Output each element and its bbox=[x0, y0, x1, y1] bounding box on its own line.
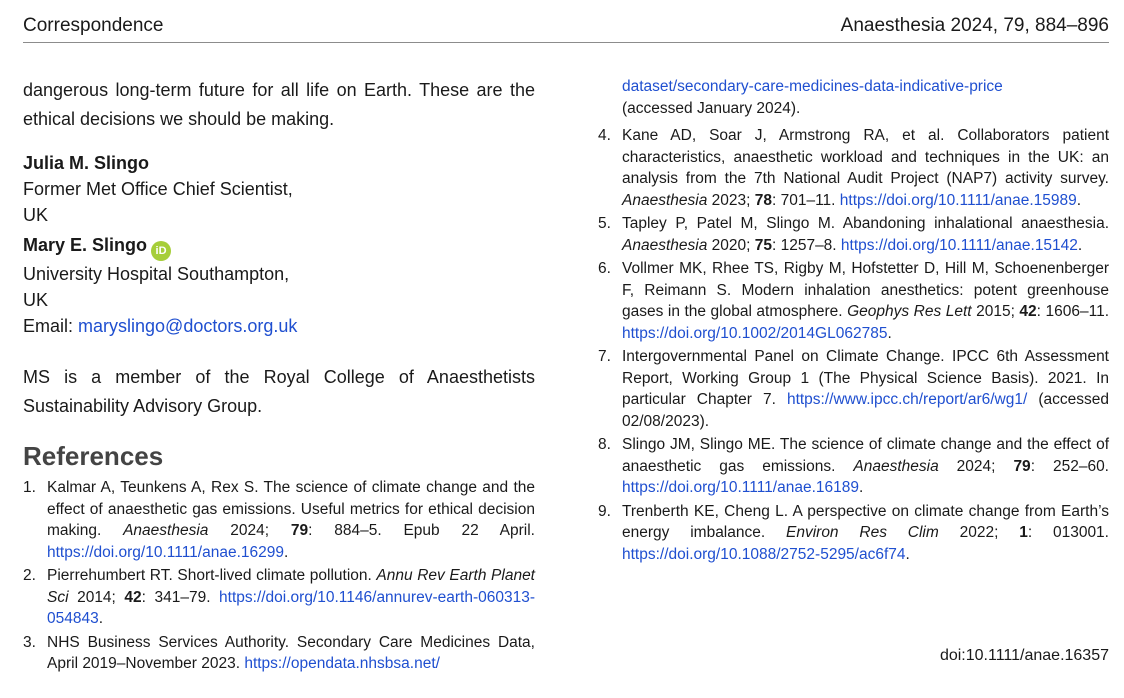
reference-link[interactable]: https://opendata.nhsbsa.net/ bbox=[244, 655, 440, 672]
reference-end: (accessed 02/08/2023). bbox=[622, 391, 1109, 430]
reference-year: 2014; bbox=[68, 588, 125, 606]
reference-volume: 79 bbox=[290, 522, 309, 539]
author-2-affiliation-line1: University Hospital Southampton, bbox=[23, 264, 290, 284]
reference-link[interactable]: https://www.ipcc.ch/report/ar6/wg1/ bbox=[786, 391, 1028, 408]
reference-access-note: (accessed January 2024). bbox=[622, 99, 801, 117]
author-2-affiliation bbox=[23, 261, 535, 339]
reference-item bbox=[598, 258, 1109, 344]
references-list-right bbox=[598, 125, 1109, 565]
reference-item bbox=[598, 213, 1109, 256]
reference-end: . bbox=[1077, 236, 1083, 254]
reference-year: 2023; bbox=[707, 191, 755, 209]
reference-journal: Annu Rev Earth Planet Sci bbox=[47, 567, 535, 606]
reference-text: Slingo JM, Slingo ME. The science of climate change and the effect of anaesthetic gas emissions. bbox=[622, 436, 1109, 475]
reference-pages: : 1606–11. bbox=[1036, 303, 1109, 320]
reference-year: 2024; bbox=[938, 457, 1014, 475]
reference-end: . bbox=[859, 479, 864, 496]
reference-year: 2020; bbox=[707, 236, 755, 254]
reference-number: 7. bbox=[598, 348, 611, 365]
reference-item bbox=[598, 125, 1109, 211]
author-1-affiliation bbox=[23, 176, 535, 228]
reference-pages: : 013001. bbox=[1027, 524, 1109, 541]
reference-journal: Geophys Res Lett bbox=[847, 303, 972, 320]
reference-number: 1. bbox=[23, 479, 36, 496]
reference-end: . bbox=[1076, 191, 1082, 209]
page-header bbox=[23, 12, 1109, 43]
reference-volume: 42 bbox=[1019, 303, 1037, 320]
email-label: Email: bbox=[23, 316, 79, 336]
reference-item bbox=[23, 632, 535, 675]
reference-item bbox=[598, 434, 1109, 499]
reference-year: 2022; bbox=[938, 524, 1020, 541]
section-label: Correspondence bbox=[23, 15, 164, 36]
author-1-affiliation-line2: UK bbox=[23, 205, 49, 225]
orcid-icon[interactable]: iD bbox=[151, 241, 171, 261]
author-2-affiliation-line2: UK bbox=[23, 290, 49, 310]
reference-volume: 79 bbox=[1013, 457, 1031, 475]
reference-text: NHS Business Services Authority. Secondary Care Medicines Data, April 2019–November 2023. bbox=[47, 633, 535, 672]
reference-item bbox=[598, 346, 1109, 432]
reference-journal: Anaesthesia bbox=[853, 457, 939, 475]
reference-journal: Anaesthesia bbox=[622, 236, 708, 254]
journal-citation: Anaesthesia 2024, 79, 884–896 bbox=[840, 15, 1109, 36]
reference-end: . bbox=[905, 545, 910, 563]
article-doi: doi:10.1111/anae.16357 bbox=[939, 647, 1109, 664]
membership-note: MS is a member of the Royal College of Anaesthetists Sustainability Advisory Group. bbox=[23, 367, 535, 416]
reference-number: 2. bbox=[23, 567, 36, 584]
reference-volume: 78 bbox=[754, 191, 772, 209]
reference-item bbox=[23, 477, 535, 563]
reference-link[interactable]: https://doi.org/10.1111/anae.16189 bbox=[622, 479, 859, 496]
reference-pages: : 884–5. Epub 22 April. bbox=[308, 522, 535, 539]
reference-pages: : 341–79. bbox=[141, 588, 220, 606]
right-column bbox=[598, 76, 1109, 567]
reference-end: . bbox=[284, 543, 289, 561]
reference-number: 9. bbox=[598, 502, 611, 520]
reference-link[interactable]: https://doi.org/10.1111/anae.15142 bbox=[840, 236, 1078, 254]
left-column bbox=[23, 76, 535, 677]
reference-item bbox=[598, 501, 1109, 566]
reference-link[interactable]: https://doi.org/10.1111/anae.16299 bbox=[47, 543, 284, 561]
reference-year: 2015; bbox=[971, 303, 1020, 320]
reference-year: 2024; bbox=[208, 522, 291, 539]
intro-paragraph: dangerous long-term future for all life on Earth. These are the ethical decisions we should be making. bbox=[23, 80, 535, 129]
author-1-affiliation-line1: Former Met Office Chief Scientist, bbox=[23, 179, 293, 199]
email-link[interactable]: maryslingo@doctors.org.uk bbox=[78, 316, 298, 336]
email-line bbox=[23, 313, 535, 339]
reference-end: . bbox=[887, 324, 892, 342]
reference-item bbox=[23, 565, 535, 630]
reference-pages: : 1257–8. bbox=[771, 236, 841, 254]
reference-text: Vollmer MK, Rhee TS, Rigby M, Hofstetter D, Hill M, Schoenenberger F, Reimann S. Modern inhalation anesthetics: potent greenhouse gases in the global atmosphere. bbox=[622, 260, 1109, 320]
references-heading: References bbox=[23, 441, 164, 471]
reference-journal: Anaesthesia bbox=[622, 191, 708, 209]
reference-end: . bbox=[98, 610, 104, 627]
reference-number: 3. bbox=[23, 633, 36, 651]
reference-text: Kane AD, Soar J, Armstrong RA, et al. Collaborators patient characteristics, anaesthetic workload and techniques in the UK: an analysis from the 7th National Audit Project (NAP7) activity survey. bbox=[622, 127, 1109, 187]
reference-text: Kalmar A, Teunkens A, Rex S. The science of climate change and the effect of anaesthetic gas emissions. Useful metrics for ethical decision making. bbox=[47, 479, 535, 539]
reference-link[interactable]: https://doi.org/10.1146/annurev-earth-060313-054843 bbox=[47, 588, 535, 627]
reference-link[interactable]: https://doi.org/10.1002/2014GL062785 bbox=[622, 324, 888, 342]
reference-number: 6. bbox=[598, 260, 611, 277]
reference-3-continuation bbox=[598, 76, 1109, 119]
reference-volume: 42 bbox=[124, 588, 142, 606]
reference-text: Trenberth KE, Cheng L. A perspective on climate change from Earth’s energy imbalance. bbox=[622, 502, 1109, 541]
reference-number: 4. bbox=[598, 127, 611, 144]
reference-journal: Anaesthesia bbox=[123, 522, 209, 539]
reference-text: Intergovernmental Panel on Climate Change. IPCC 6th Assessment Report, Working Group 1 (The Physical Science Basis). 2021. In particular Chapter 7. bbox=[622, 348, 1109, 408]
reference-number: 5. bbox=[598, 215, 611, 232]
reference-volume: 75 bbox=[754, 236, 772, 254]
author-name-1: Julia M. Slingo bbox=[23, 153, 150, 173]
author-2-line bbox=[23, 232, 535, 261]
reference-pages: : 701–11. bbox=[771, 191, 840, 209]
author-name-2: Mary E. Slingo bbox=[23, 235, 148, 255]
references-list-left bbox=[23, 477, 535, 675]
reference-link-continuation[interactable]: dataset/secondary-care-medicines-data-indicative-price bbox=[622, 78, 1003, 95]
reference-text: Tapley P, Patel M, Slingo M. Abandoning inhalational anaesthesia. bbox=[622, 215, 1109, 232]
reference-link[interactable]: https://doi.org/10.1088/2752-5295/ac6f74 bbox=[622, 545, 906, 563]
reference-journal: Environ Res Clim bbox=[786, 524, 939, 541]
reference-number: 8. bbox=[598, 436, 611, 453]
reference-pages: : 252–60. bbox=[1030, 457, 1109, 475]
reference-link[interactable]: https://doi.org/10.1111/anae.15989 bbox=[839, 191, 1077, 209]
reference-text: Pierrehumbert RT. Short-lived climate pollution. bbox=[47, 567, 377, 584]
reference-volume: 1 bbox=[1019, 524, 1028, 541]
